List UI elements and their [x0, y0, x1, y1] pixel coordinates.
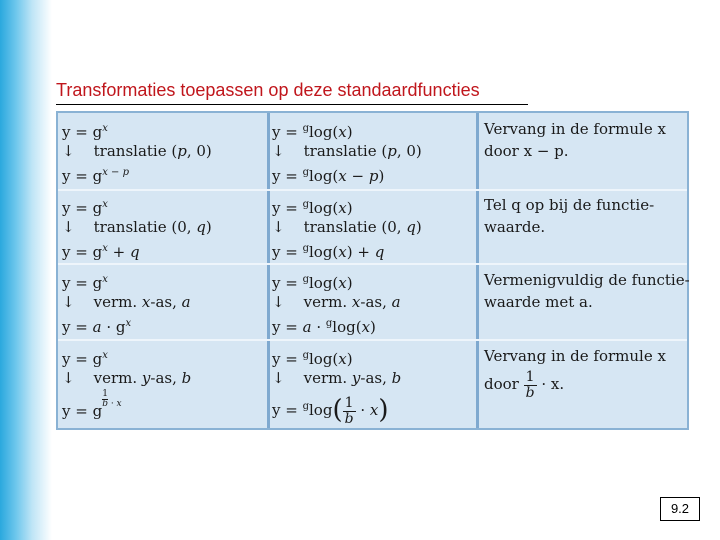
title-underline	[56, 104, 528, 105]
page-title: Transformaties toepassen op deze standaardfuncties	[56, 80, 480, 100]
log-formula-cell: y = $^g$log(x) ↓ verm. y-as, b y = $^g$log( $\frac{1}{b}$ · x)	[272, 350, 402, 427]
row-divider	[58, 339, 687, 341]
transformations-table	[56, 111, 689, 430]
rule-cell: Vervang in de formule x door $\frac{1}{b}$ · x.	[484, 347, 666, 401]
rule-line: waarde.	[484, 218, 546, 236]
rule-line: door x − p.	[484, 142, 569, 160]
exp-formula-cell: $y = g^x$ ↓ verm. y-as, b y = g $\frac{1}{b}$ $^{\cdot x}$	[62, 350, 192, 420]
column-divider	[267, 113, 270, 428]
row-divider	[58, 189, 687, 191]
exp-formula-cell: $y = g^x$ ↓ translatie (0, q) $y = g^x + q$	[62, 199, 212, 261]
column-divider	[476, 113, 479, 428]
exp-formula-cell: $y = g^x$ ↓ translatie (p, 0) $y = g^{x - p}$	[62, 123, 212, 185]
row-divider	[58, 263, 687, 265]
rule-line: door	[484, 375, 519, 393]
rule-line: waarde met a.	[484, 293, 593, 311]
rule-cell	[484, 118, 666, 162]
log-formula-cell: y = $^g$log(x) ↓ translatie (p, 0) y = $^g$log(x − p)	[272, 123, 422, 185]
rule-line: · x.	[541, 375, 565, 393]
log-formula-cell: y = $^g$log(x) ↓ verm. x-as, a y = a · $^g$log(x)	[272, 274, 401, 336]
rule-line: Vermenigvuldig de functie-	[484, 271, 690, 289]
log-formula-cell: y = $^g$log(x) ↓ translatie (0, q) y = $^g$log(x) + q	[272, 199, 422, 261]
rule-line: Vervang in de formule x	[484, 347, 666, 365]
slide-number-badge: 9.2	[660, 497, 700, 521]
rule-line: Vervang in de formule x	[484, 120, 666, 138]
rule-line: Tel q op bij de functie-	[484, 196, 655, 214]
rule-cell	[484, 269, 690, 313]
rule-cell	[484, 194, 654, 238]
decorative-left-bar	[0, 0, 52, 540]
exp-formula-cell: $y = g^x$ ↓ verm. x-as, a $y = a \cdot g^x$	[62, 274, 191, 336]
